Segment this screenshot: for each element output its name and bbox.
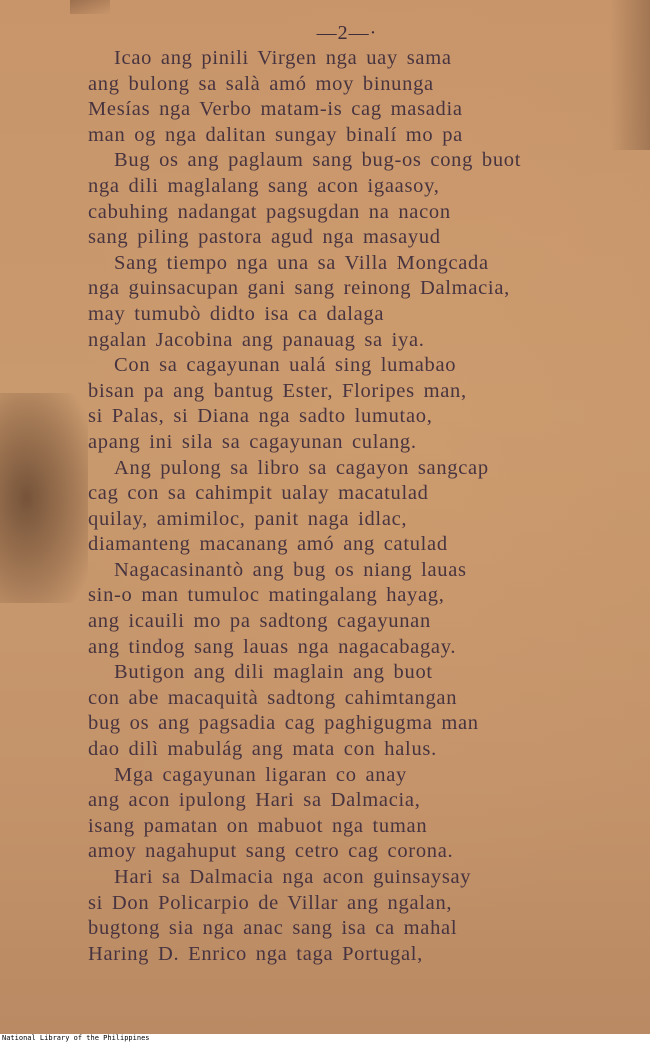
text-line: cag con sa cahimpit ualay macatulad	[88, 482, 429, 505]
poem-text	[88, 46, 628, 967]
text-line: dao dilì mabulág ang mata con halus.	[88, 738, 437, 761]
text-line: ngalan Jacobina ang panauag sa iya.	[88, 328, 425, 351]
paper-stain	[0, 393, 88, 603]
footer-bar	[0, 1034, 650, 1043]
text-line: Mga cagayunan ligaran co anay	[114, 763, 407, 786]
text-line: Nagacasinantò ang bug os niang lauas	[114, 558, 467, 581]
text-line: apang ini sila sa cagayunan culang.	[88, 430, 417, 453]
text-line: sang piling pastora agud nga masayud	[88, 226, 441, 249]
text-line: amoy nagahuput sang cetro cag corona.	[88, 840, 454, 863]
text-line: nga guinsacupan gani sang reinong Dalmacia,	[88, 277, 510, 300]
text-line: quilay, amimiloc, panit naga idlac,	[88, 507, 408, 530]
text-line: Haring D. Enrico nga taga Portugal,	[88, 942, 423, 965]
text-line: isang pamatan on mabuot nga tuman	[88, 814, 428, 837]
text-line: sin-o man tumuloc matingalang hayag,	[88, 584, 445, 607]
text-line: Ang pulong sa libro sa cagayon sangcap	[114, 456, 489, 479]
text-line: Butigon ang dili maglain ang buot	[114, 661, 433, 684]
text-line: bisan pa ang bantug Ester, Floripes man,	[88, 379, 467, 402]
text-line: Con sa cagayunan ualá sing lumabao	[114, 354, 457, 377]
text-line: Bug os ang paglaum sang bug-os cong buot	[114, 149, 522, 172]
text-line: ang acon ipulong Hari sa Dalmacia,	[88, 789, 421, 812]
text-line: Hari sa Dalmacia nga acon guinsaysay	[114, 866, 472, 888]
text-line: ang tindog sang lauas nga nagacabagay.	[88, 635, 457, 658]
text-line: nga dili maglalang sang acon igaasoy,	[88, 174, 440, 197]
text-line: bugtong sia nga anac sang isa ca mahal	[88, 917, 458, 940]
text-line: man og nga dalitan sungay binalí mo pa	[88, 123, 463, 146]
text-line: Sang tiempo nga una sa Villa Mongcada	[114, 251, 489, 274]
footer-credit: National Library of the Philippines	[2, 1034, 150, 1042]
paper-crease	[70, 0, 110, 14]
text-line: si Palas, si Diana nga sadto lumutao,	[88, 405, 433, 428]
text-line: bug os ang pagsadia cag paghigugma man	[88, 712, 479, 735]
page-number: —2—·	[316, 22, 378, 44]
text-line: ang icauili mo pa sadtong cagayunan	[88, 610, 431, 633]
text-line: diamanteng macanang amó ang catulad	[88, 533, 448, 556]
text-line: cabuhing nadangat pagsugdan na nacon	[88, 200, 451, 223]
text-line: Mesías nga Verbo matam-is cag masadia	[88, 98, 463, 121]
text-line: may tumubò didto isa ca dalaga	[88, 302, 385, 325]
text-line: si Don Policarpio de Villar ang ngalan,	[88, 891, 453, 914]
text-line: Icao ang pinili Virgen nga uay sama	[114, 47, 452, 69]
text-line: con abe macaquità sadtong cahimtangan	[88, 686, 458, 709]
text-line: ang bulong sa salà amó moy binunga	[88, 72, 434, 95]
